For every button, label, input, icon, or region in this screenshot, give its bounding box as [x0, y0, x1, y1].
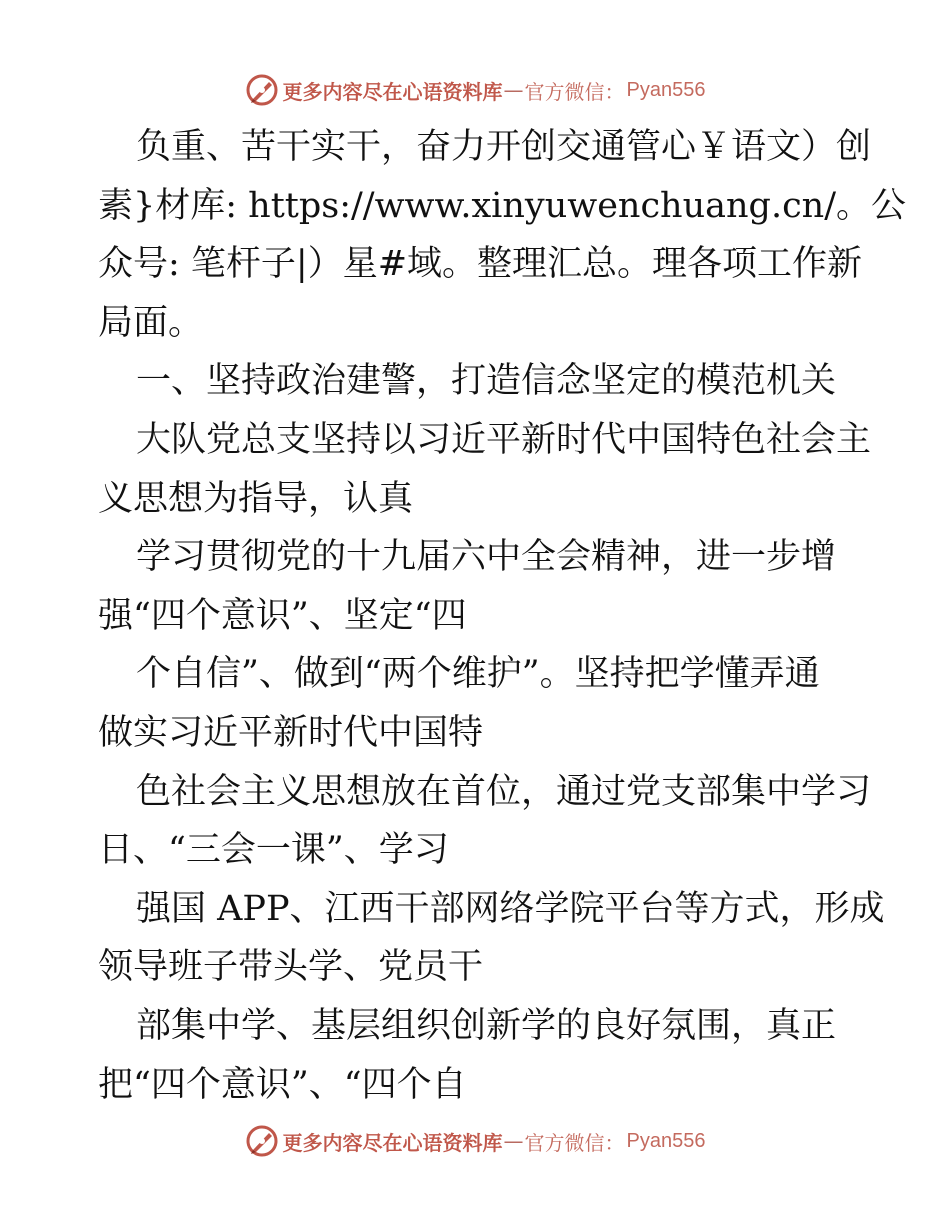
section-heading: 一、坚持政治建警，打造信念坚定的模范机关 [136, 361, 837, 402]
banner-official-label: 官方微信： [524, 1130, 625, 1155]
banner-separator: — [503, 1129, 524, 1153]
body-line: 把“四个意识”、“四个自 [98, 1064, 467, 1105]
body-line: 众号: 笔杆子|）星#域。整理汇总。理各项工作新 [98, 244, 863, 285]
body-line: 做实习近平新时代中国特 [98, 712, 484, 753]
body-line: 个自信”、做到“两个维护”。坚持把学懂弄通 [136, 654, 820, 695]
body-line: 义思想为指导，认真 [98, 478, 414, 519]
banner-wechat-handle: Pyan556 [626, 78, 706, 101]
footer-banner [0, 1121, 950, 1161]
banner-wechat-handle: Pyan556 [626, 1129, 706, 1152]
body-line: 局面。 [98, 302, 204, 343]
body-line: 领导班子带头学、党员干 [98, 947, 484, 988]
body-line: 素}材库: https://www.xinyuwenchuang.cn/。公 [98, 185, 907, 226]
banner-separator: — [503, 78, 524, 102]
banner-brand-text: 更多内容尽在心语资料库 [282, 79, 503, 104]
body-line: 学习贯彻党的十九届六中全会精神，进一步增 [136, 537, 837, 578]
banner-brand-text: 更多内容尽在心语资料库 [282, 1130, 503, 1155]
pen-logo-icon [245, 1124, 279, 1158]
body-line: 强国 APP、江西干部网络学院平台等方式，形成 [136, 888, 885, 929]
document-body [98, 118, 907, 1114]
body-line: 负重、苦干实干，奋力开创交通管心￥语文）创 [136, 127, 872, 167]
body-line: 部集中学、基层组织创新学的良好氛围，真正 [136, 1005, 837, 1046]
body-line: 强“四个意识”、坚定“四 [98, 595, 467, 636]
header-banner [0, 70, 950, 110]
banner-official-label: 官方微信： [524, 79, 625, 104]
body-line: 色社会主义思想放在首位，通过党支部集中学习 [136, 771, 872, 812]
pen-logo-icon [245, 73, 279, 107]
body-line: 大队党总支坚持以习近平新时代中国特色社会主 [136, 419, 872, 460]
body-line: 日、“三会一课”、学习 [98, 830, 449, 871]
